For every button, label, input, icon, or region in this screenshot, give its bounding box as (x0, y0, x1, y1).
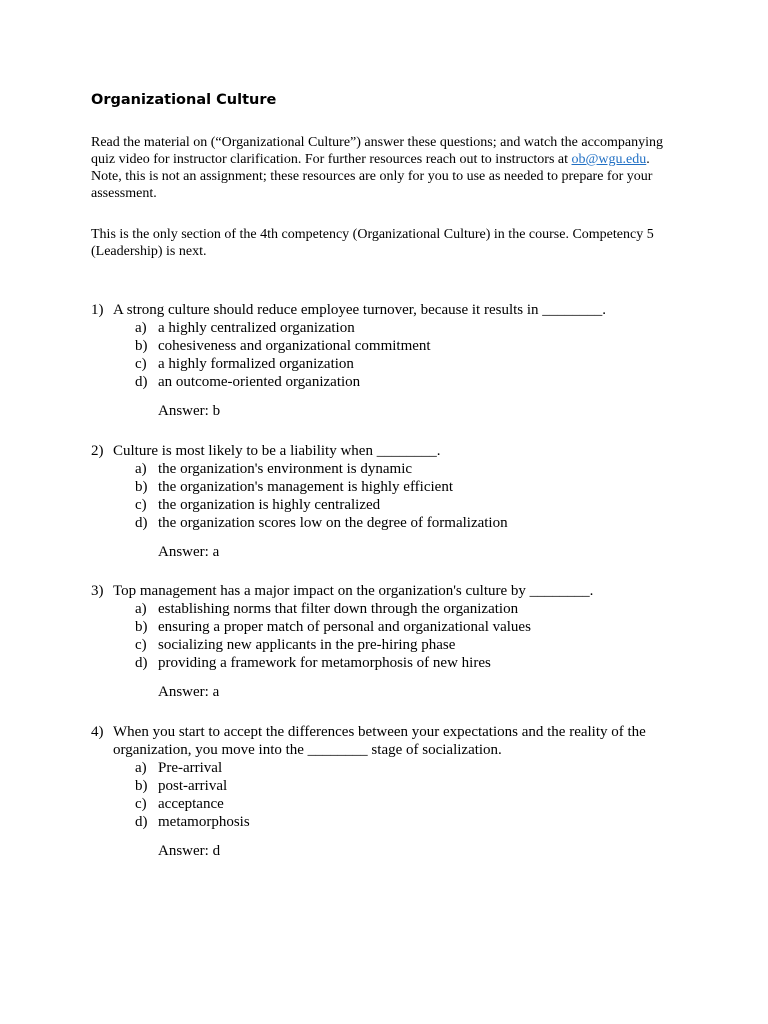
option-label: c) (135, 796, 147, 812)
question-text: Culture is most likely to be a liability when ________. (113, 443, 441, 459)
question-stem (91, 582, 681, 600)
question-text: Top management has a major impact on the organization's culture by ________. (113, 583, 594, 599)
option-list (91, 759, 681, 831)
option-item (135, 777, 681, 795)
intro-paragraph (91, 134, 681, 202)
option-text: Pre-arrival (158, 760, 223, 776)
option-label: d) (135, 515, 148, 531)
option-label: d) (135, 814, 148, 830)
option-text: post-arrival (158, 778, 228, 794)
option-list (91, 319, 681, 391)
option-label: b) (135, 619, 148, 635)
option-text: the organization's environment is dynamic (158, 461, 413, 477)
question-stem (91, 301, 681, 319)
option-list (91, 460, 681, 532)
question-number: 4) (91, 724, 104, 740)
question-4 (91, 723, 681, 860)
option-label: a) (135, 461, 147, 477)
option-item (135, 355, 681, 373)
option-label: a) (135, 320, 147, 336)
option-item (135, 618, 681, 636)
question-number: 2) (91, 443, 104, 459)
question-text: A strong culture should reduce employee turnover, because it results in ________. (113, 302, 607, 318)
option-text: providing a framework for metamorphosis of new hires (158, 655, 491, 671)
intro-text-after-link: . Note, this is not an assignment; these resources are only for you to use as needed to prepare for your assessment. (91, 152, 653, 201)
option-label: b) (135, 479, 148, 495)
option-text: the organization's management is highly efficient (158, 479, 453, 495)
option-label: d) (135, 655, 148, 671)
option-label: a) (135, 760, 147, 776)
competency-note-paragraph: This is the only section of the 4th competency (Organizational Culture) in the course. Competency 5 (Leadership) is next. (91, 227, 654, 259)
option-item (135, 319, 681, 337)
option-text: socializing new applicants in the pre-hiring phase (158, 637, 456, 653)
option-text: a highly formalized organization (158, 356, 354, 372)
option-text: establishing norms that filter down through the organization (158, 601, 519, 617)
option-label: a) (135, 601, 147, 617)
option-item (135, 636, 681, 654)
option-text: acceptance (158, 796, 224, 812)
answer-text: Answer: b (158, 403, 221, 419)
question-3 (91, 582, 681, 701)
question-stem (91, 723, 681, 759)
option-text: the organization scores low on the degree of formalization (158, 515, 508, 531)
option-text: ensuring a proper match of personal and organizational values (158, 619, 531, 635)
answer-text: Answer: a (158, 544, 220, 560)
option-item (135, 478, 681, 496)
answer-text: Answer: d (158, 843, 221, 859)
option-label: b) (135, 338, 148, 354)
option-item (135, 514, 681, 532)
intro-text-before-link: Read the material on (“Organizational Culture”) answer these questions; and watch the accompanying quiz video for instructor clarification. For further resources reach out to instructors at (91, 135, 663, 167)
option-label: d) (135, 374, 148, 390)
instructor-email-link[interactable]: ob@wgu.edu (571, 152, 647, 167)
option-label: b) (135, 778, 148, 794)
question-1 (91, 301, 681, 420)
answer-text: Answer: a (158, 684, 220, 700)
option-label: c) (135, 356, 147, 372)
question-stem (91, 442, 681, 460)
option-text: a highly centralized organization (158, 320, 355, 336)
option-text: an outcome-oriented organization (158, 374, 361, 390)
option-item (135, 460, 681, 478)
option-label: c) (135, 637, 147, 653)
option-item (135, 496, 681, 514)
option-label: c) (135, 497, 147, 513)
option-list (91, 600, 681, 672)
question-text: When you start to accept the differences between your expectations and the reality of the organization, you move into the ________ stage of socialization. (113, 724, 646, 758)
option-item (135, 600, 681, 618)
question-number: 1) (91, 302, 104, 318)
question-number: 3) (91, 583, 104, 599)
option-item (135, 759, 681, 777)
option-item (135, 813, 681, 831)
option-text: metamorphosis (158, 814, 250, 830)
option-text: cohesiveness and organizational commitment (158, 338, 431, 354)
option-item (135, 337, 681, 355)
option-item (135, 654, 681, 672)
page-title: Organizational Culture (91, 92, 277, 108)
option-item (135, 373, 681, 391)
option-item (135, 795, 681, 813)
option-text: the organization is highly centralized (158, 497, 381, 513)
question-2 (91, 442, 681, 561)
